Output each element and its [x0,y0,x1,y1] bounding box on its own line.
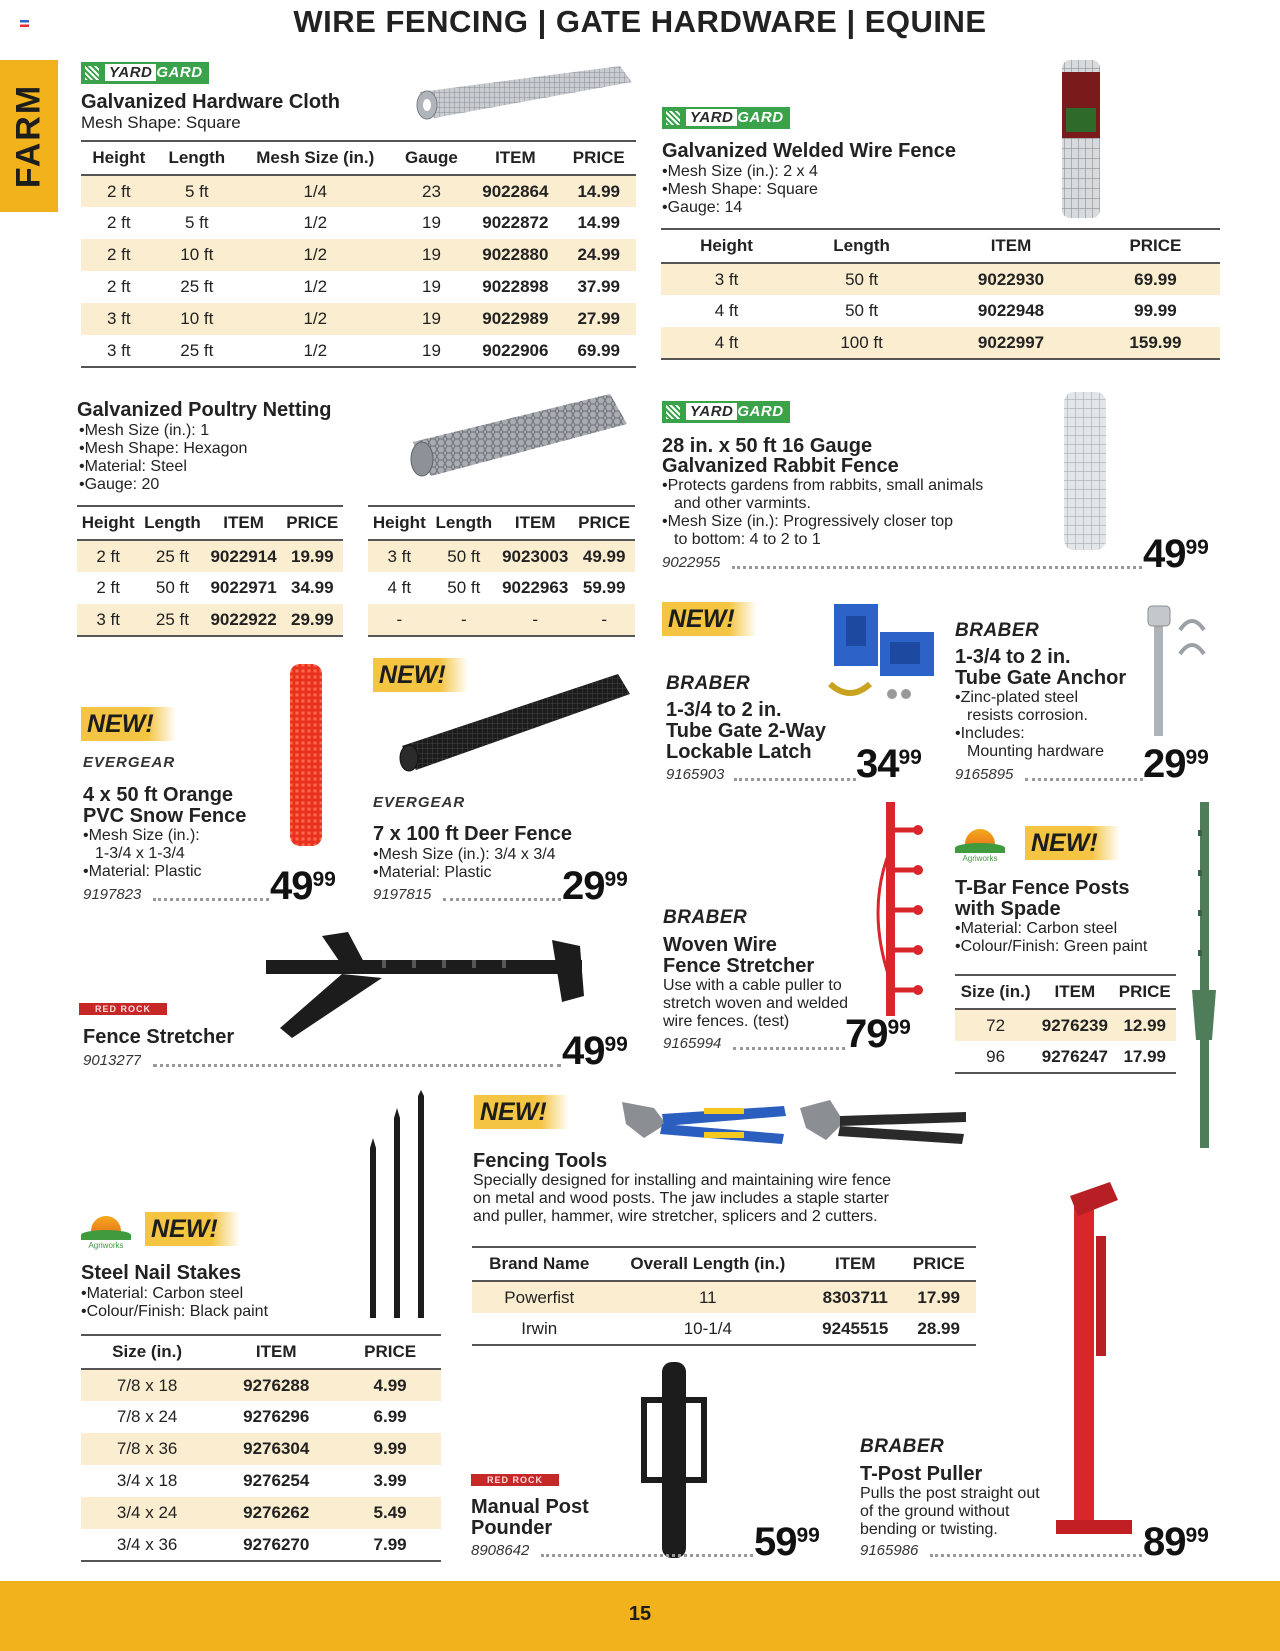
table-header-cell: ITEM [1036,975,1113,1009]
table-cell: 17.99 [1114,1041,1177,1073]
table-cell: 3 ft [368,540,431,572]
table-cell: 7/8 x 18 [81,1369,213,1401]
table-cell: - [573,604,635,636]
table-cell: 6.99 [373,1407,407,1426]
table-cell: 10 ft [157,303,237,335]
table-cell: 19 [421,213,441,232]
table-cell: 3 ft [77,604,139,636]
table-cell: 9022914 [206,540,282,572]
table-cell: 11 [607,1281,810,1313]
table-cell: 9022872 [482,213,549,232]
gate-anchor-title-1: 1-3/4 to 2 in. [955,646,1071,668]
fencing-tools-table [472,1246,976,1346]
dotted-leader [732,566,1142,569]
table-cell: 159.99 [1091,327,1220,359]
table-cell: 9276247 [1036,1041,1113,1073]
table-header-cell: ITEM [213,1335,339,1369]
table-cell: 9276296 [243,1407,310,1426]
tbar-posts-table [955,974,1176,1074]
dotted-leader [1025,778,1143,781]
table-cell: 69.99 [1091,263,1220,295]
table-row [661,263,1220,295]
table-row [955,1009,1176,1041]
tpost-puller-image [1054,1176,1144,1546]
nail-stakes-bullets: •Material: Carbon steel •Colour/Finish: Black paint [81,1285,269,1320]
table-row [81,175,636,207]
table-cell: 29.99 [282,604,343,636]
table-cell: - [368,604,431,636]
table-cell: 1/2 [237,303,394,335]
table-cell: 9.99 [339,1433,441,1465]
table-cell: 9022963 [502,578,569,597]
yardgard-logo: YARD GARD [662,401,790,423]
agriworks-logo: Agriworks [79,1212,133,1252]
table-header-cell: Height [81,141,157,175]
deer-fence-bullets: •Mesh Size (in.): 3/4 x 3/4 •Material: Plastic [373,846,556,881]
table-cell: 3 ft [81,335,157,367]
table-cell: 37.99 [577,277,620,296]
poultry-netting-table-right [368,505,635,637]
hardware-cloth-subtitle: Mesh Shape: Square [81,113,241,132]
table-cell: 19 [421,277,441,296]
page-footer [0,1581,1280,1651]
redrock-logo: RED ROCK [79,1003,167,1015]
table-header-cell: Height [368,506,431,540]
table-row [81,1529,441,1561]
table-cell: 9022898 [482,277,549,296]
snow-fence-title-2: PVC Snow Fence [83,805,247,827]
table-header-cell: Height [661,229,792,263]
table-cell: 19 [394,335,470,367]
table-cell: 2 ft [81,239,157,271]
table-cell: 4 ft [387,578,412,597]
table-row [77,604,343,636]
table-cell: 69.99 [561,335,636,367]
table-cell: 25 ft [139,540,205,572]
table-cell: 19.99 [282,540,343,572]
tpost-puller-title: T-Post Puller [860,1463,983,1485]
fence-stretcher-item-number: 9013277 [83,1052,142,1069]
welded-wire-table [661,228,1220,360]
woven-stretcher-image [860,800,930,1020]
table-cell: 10 ft [157,239,237,271]
dotted-leader [734,778,856,781]
poultry-netting-table-left [77,505,343,637]
table-cell: 9276262 [213,1497,339,1529]
table-row [81,335,636,367]
tbar-posts-title-1: T-Bar Fence Posts [955,877,1130,899]
table-header-cell: Height [77,506,139,540]
table-cell: 5 ft [157,175,237,207]
table-header-cell: Size (in.) [81,1335,213,1369]
table-header-cell: Size (in.) [955,975,1036,1009]
table-cell: 25 ft [180,277,214,296]
table-cell: 3/4 x 24 [81,1497,213,1529]
gate-latch-title-3: Lockable Latch [666,741,812,763]
post-pounder-price: $59^{99}$ [754,1520,820,1564]
table-cell: 10-1/4 [607,1313,810,1345]
powerfist-fencing-pliers-image [796,1094,970,1150]
table-row [81,1433,441,1465]
table-cell: 7.99 [339,1529,441,1561]
table-cell: - [431,604,497,636]
new-badge: NEW! [145,1212,240,1246]
gate-anchor-item-number: 9165895 [955,766,1014,783]
table-cell: 25 ft [157,335,237,367]
welded-wire-bullets: •Mesh Size (in.): 2 x 4 •Mesh Shape: Square •Gauge: 14 [662,163,818,216]
rabbit-fence-item-number: 9022955 [662,554,721,571]
new-badge: NEW! [1025,826,1120,860]
deer-fence-price: $29^{99}$ [562,864,628,908]
table-cell: 50 ft [431,540,497,572]
evergear-logo: EVERGEAR [373,794,466,811]
tpost-puller-price: $89^{99}$ [1143,1520,1209,1564]
woven-stretcher-item-number: 9165994 [663,1035,722,1052]
table-cell: 9276270 [213,1529,339,1561]
table-cell: 9022997 [931,327,1091,359]
table-header-cell: Length [792,229,931,263]
table-cell: 2 ft [107,213,131,232]
table-cell: 9022880 [469,239,561,271]
post-pounder-title-2: Pounder [471,1517,553,1539]
poultry-netting-bullets: •Mesh Size (in.): 1 •Mesh Shape: Hexagon •Material: Steel •Gauge: 20 [79,422,248,493]
table-cell: 3 ft [661,263,792,295]
poultry-netting-roll-image [405,390,635,482]
table-header-cell: ITEM [469,141,561,175]
table-row [661,327,1220,359]
table-row [472,1281,976,1313]
nail-stakes-image [362,1090,434,1322]
snow-fence-item-number: 9197823 [83,886,142,903]
gate-anchor-title-2: Tube Gate Anchor [955,667,1127,689]
table-header-cell: Gauge [394,141,470,175]
table-header-cell: Mesh Size (in.) [237,141,394,175]
table-cell: 50 ft [792,263,931,295]
table-cell: 19 [394,303,470,335]
dotted-leader [443,898,561,901]
table-cell: 17.99 [901,1281,976,1313]
table-cell: 25 ft [139,604,205,636]
table-header-cell: ITEM [931,229,1091,263]
section-tab-label: FARM [9,83,48,189]
table-cell: 8303711 [809,1281,901,1313]
table-header-cell: PRICE [282,506,343,540]
dotted-leader [541,1554,753,1557]
woven-stretcher-title-1: Woven Wire [663,934,777,956]
table-cell: 27.99 [561,303,636,335]
table-header-cell: PRICE [339,1335,441,1369]
table-row [77,572,343,604]
table-cell: 9276239 [1036,1009,1113,1041]
table-cell: 9022989 [469,303,561,335]
table-header-cell: Brand Name [472,1247,607,1281]
table-header-cell: Length [139,506,205,540]
irwin-fencing-pliers-image [614,1094,794,1150]
table-header-cell: ITEM [497,506,573,540]
tpost-puller-item-number: 9165986 [860,1542,919,1559]
table-header-cell: ITEM [809,1247,901,1281]
table-cell: 7/8 x 36 [81,1433,213,1465]
table-cell: 2 ft [96,578,120,597]
snow-fence-roll-image [288,662,324,848]
table-cell: 4 ft [714,301,739,320]
gate-anchor-bullets: •Zinc-plated steel resists corrosion. •Includes: Mounting hardware [955,689,1104,760]
rabbit-fence-title-2: Galvanized Rabbit Fence [662,455,899,477]
snow-fence-price: $49^{99}$ [270,864,336,908]
table-cell: 1/2 [303,213,328,232]
tpost-puller-description: Pulls the post straight out of the ground without bending or twisting. [860,1485,1040,1538]
table-row [81,207,636,239]
tbar-post-image [1190,800,1220,1152]
gate-latch-item-number: 9165903 [666,766,725,783]
hardware-cloth-title: Galvanized Hardware Cloth [81,91,340,113]
table-row [77,540,343,572]
post-pounder-item-number: 8908642 [471,1542,530,1559]
page-title: WIRE FENCING | GATE HARDWARE | EQUINE [293,4,987,39]
page-number: 15 [628,1603,652,1625]
table-cell: 9022922 [206,604,282,636]
table-cell: 34.99 [291,578,334,597]
post-pounder-image [634,1360,714,1560]
table-cell: 9022906 [469,335,561,367]
table-cell: Powerfist [472,1281,607,1313]
table-cell: Irwin [472,1313,607,1345]
table-row [955,1041,1176,1073]
table-cell: 2 ft [107,277,131,296]
table-cell: 72 [955,1009,1036,1041]
yardgard-logo: YARD GARD [662,107,790,129]
table-cell: 4 ft [661,327,792,359]
table-cell: 5.49 [339,1497,441,1529]
table-cell: 9276254 [243,1471,310,1490]
woven-stretcher-price: $79^{99}$ [845,1012,911,1056]
table-row [81,1369,441,1401]
table-cell: 9276304 [213,1433,339,1465]
table-row [368,604,635,636]
rabbit-fence-title-1: 28 in. x 50 ft 16 Gauge [662,435,873,457]
table-row [81,1497,441,1529]
tbar-posts-title-2: with Spade [955,898,1061,920]
new-badge: NEW! [373,658,468,692]
hardware-cloth-roll-image [410,62,640,124]
table-cell: 28.99 [901,1313,976,1345]
fencing-tools-title: Fencing Tools [473,1150,608,1172]
table-cell: 99.99 [1134,301,1177,320]
deer-fence-roll-image [398,668,638,774]
fence-stretcher-price: $49^{99}$ [562,1029,628,1073]
table-row [81,271,636,303]
braber-logo: BRABER [663,907,748,928]
table-cell: 9276288 [213,1369,339,1401]
table-cell: 12.99 [1114,1009,1177,1041]
section-tab-farm[interactable] [0,60,58,212]
braber-logo: BRABER [666,673,751,694]
dotted-leader [733,1047,845,1050]
deer-fence-title: 7 x 100 ft Deer Fence [373,823,572,845]
table-row [661,295,1220,327]
table-cell: 9022948 [977,301,1045,320]
table-cell: 3.99 [373,1471,407,1490]
table-cell: 50 ft [155,578,190,597]
new-badge: NEW! [662,602,757,636]
table-header-cell: PRICE [901,1247,976,1281]
fence-stretcher-title: Fence Stretcher [83,1026,235,1048]
table-header-cell: ITEM [206,506,282,540]
table-cell: 2 ft [77,540,139,572]
table-cell: 7/8 x 24 [116,1407,178,1426]
new-badge: NEW! [474,1095,569,1129]
table-header-cell: PRICE [573,506,635,540]
poultry-netting-title: Galvanized Poultry Netting [77,399,332,421]
yardgard-logo: YARD GARD [81,62,209,84]
table-cell: 2 ft [81,175,157,207]
braber-logo: BRABER [955,620,1040,641]
table-header-cell: PRICE [561,141,636,175]
table-cell: 23 [394,175,470,207]
deer-fence-item-number: 9197815 [373,886,432,903]
table-cell: 50 ft [845,301,879,320]
dotted-leader [153,1064,561,1067]
gate-latch-title-2: Tube Gate 2-Way [666,720,827,742]
table-cell: 4.99 [339,1369,441,1401]
table-row [472,1313,976,1345]
table-row [368,540,635,572]
table-header-cell: Overall Length (in.) [607,1247,810,1281]
braber-logo: BRABER [860,1436,945,1457]
table-cell: 9022930 [931,263,1091,295]
table-cell: 5 ft [184,213,209,232]
table-header-cell: PRICE [1114,975,1177,1009]
table-cell: 1/2 [237,239,394,271]
table-cell: 9022864 [469,175,561,207]
gate-anchor-image [1140,590,1220,740]
table-cell: 24.99 [561,239,636,271]
woven-stretcher-description: Use with a cable puller to stretch woven and welded wire fences. (test) [663,977,848,1030]
dotted-leader [930,1554,1142,1557]
fencing-tools-description: Specially designed for installing and maintaining wire fence on metal and wood posts. The jaw includes a staple starter and puller, hammer, wire stretcher, splicers and 2 cutters. [473,1172,892,1225]
table-cell: 1/2 [237,335,394,367]
table-cell: 1/2 [303,277,328,296]
table-cell: 3/4 x 36 [81,1529,213,1561]
rabbit-fence-price: $49^{99}$ [1143,532,1209,576]
table-row [81,1465,441,1497]
table-header-cell: PRICE [1091,229,1220,263]
table-row [368,572,635,604]
table-row [81,239,636,271]
table-header-cell: Length [157,141,237,175]
agriworks-logo: Agriworks [953,825,1007,865]
gate-latch-image [820,602,940,712]
snow-fence-title-1: 4 x 50 ft Orange [83,784,234,806]
woven-stretcher-title-2: Fence Stretcher [663,955,815,977]
gate-anchor-price: $29^{99}$ [1143,742,1209,786]
table-cell: 96 [955,1041,1036,1073]
welded-wire-roll-image [1058,58,1104,220]
nail-stakes-title: Steel Nail Stakes [81,1262,242,1284]
fence-stretcher-image [262,926,592,1046]
new-badge: NEW! [81,707,176,741]
table-cell: 59.99 [582,578,626,597]
table-cell: 49.99 [573,540,635,572]
gate-latch-price: $34^{99}$ [856,742,922,786]
table-row [81,303,636,335]
gate-latch-title-1: 1-3/4 to 2 in. [666,699,782,721]
table-cell: 9022971 [210,578,277,597]
table-cell: 100 ft [792,327,931,359]
table-row [81,1401,441,1433]
rabbit-fence-roll-image [1060,390,1110,552]
nail-stakes-table [81,1334,441,1562]
table-cell: 3 ft [81,303,157,335]
table-cell: 9245515 [809,1313,901,1345]
table-cell: 1/4 [237,175,394,207]
rabbit-fence-bullets: •Protects gardens from rabbits, small animals and other varmints. •Mesh Size (in.): Progressively closer top to bottom: 4 to 2 to 1 [662,477,984,548]
redrock-logo: RED ROCK [471,1474,559,1486]
table-cell: 3/4 x 18 [116,1471,178,1490]
evergear-logo: EVERGEAR [83,754,176,771]
table-cell: - [497,604,573,636]
table-cell: 14.99 [577,213,620,232]
welded-wire-title: Galvanized Welded Wire Fence [662,140,956,162]
table-cell: 50 ft [447,578,481,597]
tbar-posts-bullets: •Material: Carbon steel •Colour/Finish: Green paint [955,920,1148,955]
dotted-leader [153,898,269,901]
post-pounder-title-1: Manual Post [471,1496,589,1518]
snow-fence-bullets: •Mesh Size (in.): 1-3/4 x 1-3/4 •Material: Plastic [83,827,202,880]
hardware-cloth-table [81,140,636,368]
table-cell: 9023003 [497,540,573,572]
table-cell: 19 [394,239,470,271]
table-header-cell: Length [431,506,497,540]
table-cell: 14.99 [561,175,636,207]
